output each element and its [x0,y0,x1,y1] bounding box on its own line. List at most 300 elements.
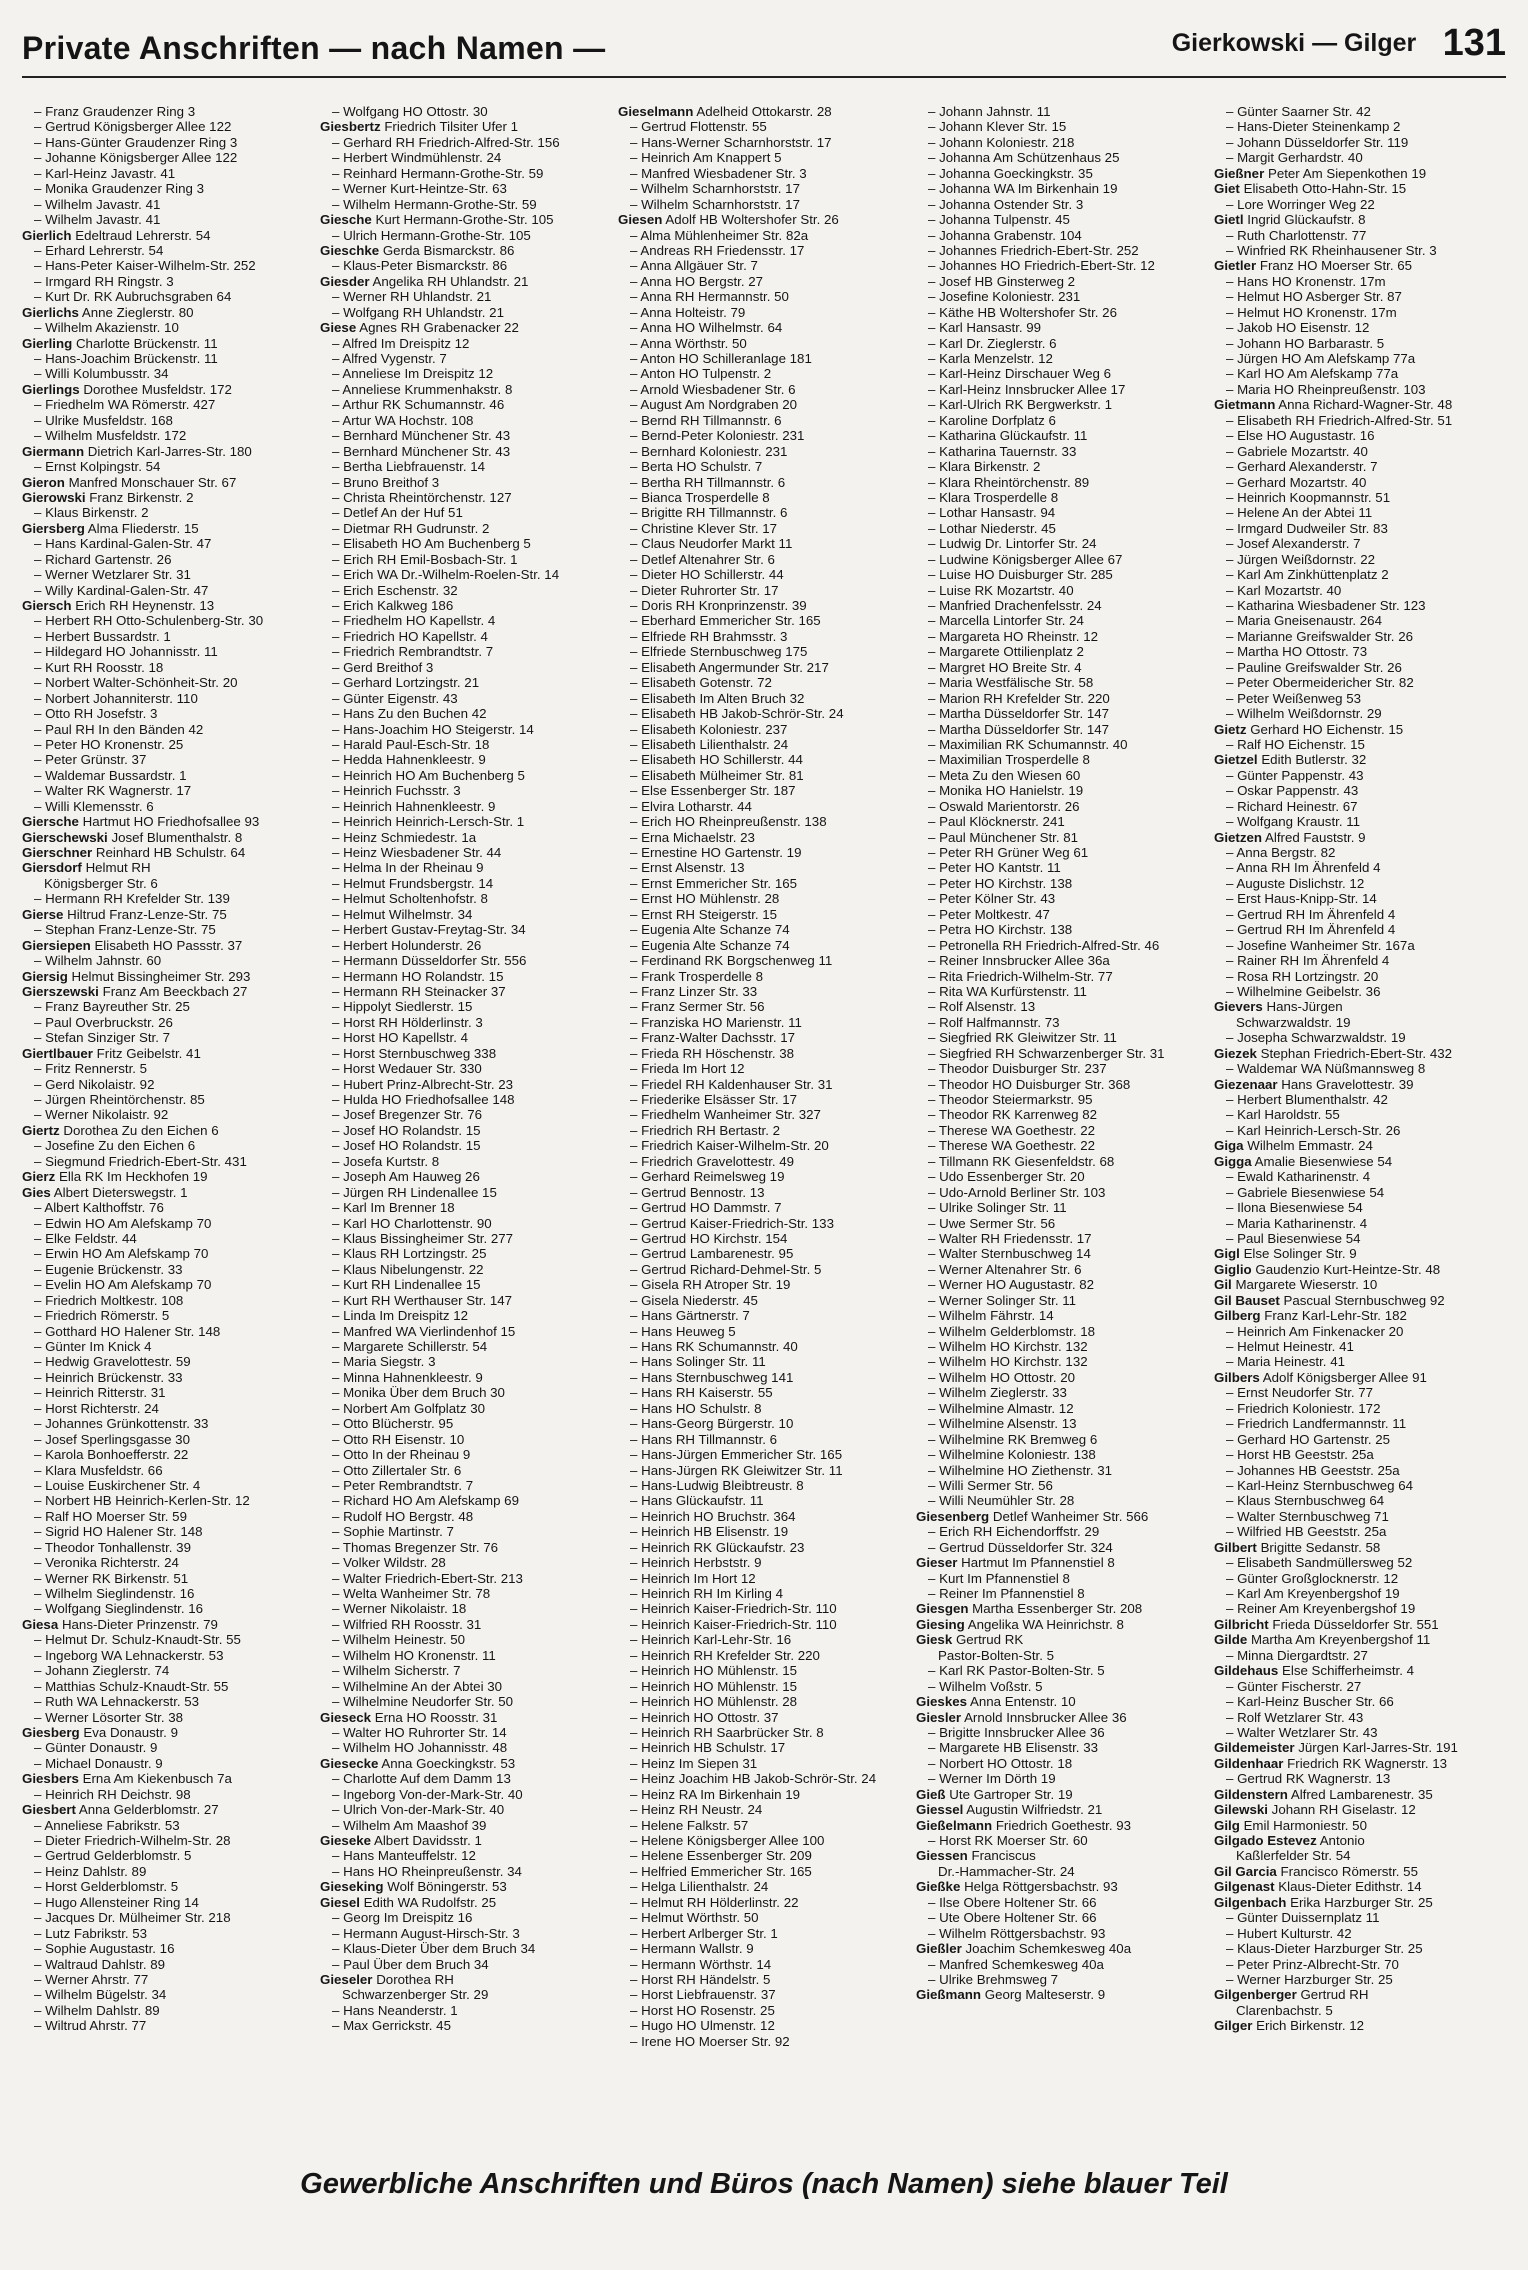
given-name-entry: – Heinrich HO Am Buchenberg 5 [332,767,525,783]
given-name-entry: – Werner Nikolaistr. 92 [34,1107,169,1123]
given-name-entry: – Josepha Schwarzwaldstr. 19 [1226,1030,1406,1046]
surname: Gilberg [1214,1308,1261,1324]
given-name-entry: – Gisela Niederstr. 45 [630,1292,758,1308]
given-name-entry: – Kurt RH Lindenallee 15 [332,1277,481,1293]
given-name-entry: – Werner RK Birkenstr. 51 [34,1570,189,1586]
surname: Giessel [916,1802,964,1818]
entry-continuation: Königsberger Str. 6 [44,875,158,891]
given-name-entry: – Werner Im Dörth 19 [928,1771,1056,1787]
given-name-entry: – Paul Münchener Str. 81 [928,829,1079,845]
entry-details: Franz Am Beeckbach 27 [102,983,248,999]
surname: Gigga [1214,1153,1252,1169]
given-name-entry: – Wilhelm Scharnhorststr. 17 [630,181,800,197]
given-name-entry: – Elisabeth Gotenstr. 72 [630,675,772,691]
given-name-entry: – Helmut HO Kronenstr. 17m [1226,304,1397,320]
given-name-entry: – Johann Jahnstr. 11 [928,104,1051,119]
given-name-entry: – Anna RH Hermannstr. 50 [630,289,789,305]
entry-details: Albert Davidsstr. 1 [373,1833,482,1848]
given-name-entry: – Maria HO Rheinpreußenstr. 103 [1226,381,1426,397]
surname-entry [320,320,602,335]
entry-details: Erna Am Kiekenbusch 7a [82,1771,232,1787]
entry-details: Ingrid Glückaufstr. 8 [1247,212,1366,228]
given-name-entry: – Peter Kölner Str. 43 [928,891,1056,907]
surname: Gietl [1214,212,1244,228]
given-name-entry: – Norbert Am Golfplatz 30 [332,1400,485,1416]
entry-details: Hans-Dieter Prinzenstr. 79 [61,1616,218,1632]
given-name-entry: – Walter Sternbuschweg 71 [1226,1508,1389,1524]
given-name-entry: – Gisela RH Atroper Str. 19 [630,1277,791,1293]
surname: Gietler [1214,258,1257,274]
given-name-entry: – Heinrich Kaiser-Friedrich-Str. 110 [630,1601,837,1617]
given-name-entry: – Erwin HO Am Alefskamp 70 [34,1246,209,1262]
entry-details: Pascual Sternbuschweg 92 [1283,1292,1445,1308]
given-name-entry: – Bruno Breithof 3 [332,474,440,490]
footer-note: Gewerbliche Anschriften und Büros (nach Namen) siehe blauer Teil [300,2168,1228,2200]
surname-entry [1214,1632,1496,1647]
entry-details: Alma Fliederstr. 15 [87,520,199,536]
given-name-entry: – Maria Katharinenstr. 4 [1226,1215,1368,1231]
given-name-entry: – Harald Paul-Esch-Str. 18 [332,736,490,752]
given-name-entry: – Hans-Dieter Steinenkamp 2 [1226,119,1401,135]
given-name-entry: – Otto RH Eisenstr. 10 [332,1431,465,1447]
header-rule [22,76,1506,78]
given-name-entry: – Karl Heinrich-Lersch-Str. 26 [1226,1122,1401,1138]
given-name-entry: – Eugenia Alte Schanze 74 [630,922,790,938]
surname: Gieschke [320,242,380,258]
given-name-entry: – Gertrud RH Im Ährenfeld 4 [1226,922,1396,938]
given-name-entry: – Walter Friedrich-Ebert-Str. 213 [332,1570,523,1586]
entry-details: Wilhelm Emmastr. 24 [1247,1138,1373,1154]
given-name-entry: – Elisabeth HO Schillerstr. 44 [630,752,803,768]
given-name-entry: – Wolfgang HO Ottostr. 30 [332,104,488,119]
given-name-entry: – Peter HO Kirchstr. 138 [928,875,1073,891]
entry-continuation: Schwarzwaldstr. 19 [1236,1014,1351,1030]
surname: Gieseck [320,1709,372,1725]
entry-details: Franciscus [971,1848,1036,1864]
surname: Giersiepen [22,937,91,953]
given-name-entry: – Waldemar WA Nüßmannsweg 8 [1226,1061,1426,1077]
given-name-entry: – Werner Kurt-Heintze-Str. 63 [332,181,507,197]
given-name-entry: – Gertrud Düsseldorfer Str. 324 [928,1539,1113,1555]
given-name-entry: – Claus Neudorfer Markt 11 [630,536,793,552]
given-name-entry: – Gerhard HO Gartenstr. 25 [1226,1431,1391,1447]
entry-details: Manfred Monschauer Str. 67 [68,474,237,490]
surname-entry [320,243,602,258]
given-name-entry: – Ludwine Königsberger Allee 67 [928,551,1123,567]
given-name-entry: – Martha Düsseldorfer Str. 147 [928,721,1110,737]
given-name-entry: – Stephan Franz-Lenze-Str. 75 [34,922,216,938]
entry-details: Agnes RH Grabenacker 22 [359,320,519,336]
given-name-entry: – Günter Großglocknerstr. 12 [1226,1570,1399,1586]
given-name-entry: – Maria Heinestr. 41 [1226,1354,1345,1370]
surname-entry [1214,258,1496,273]
surname-entry [1214,1895,1496,1910]
given-name-entry: – Frieda Im Hort 12 [630,1061,745,1077]
entry-details: Erich RH Heynenstr. 13 [75,598,215,613]
given-name-entry: – Karla Menzelstr. 12 [928,351,1053,366]
page-range-and-number [1172,22,1506,65]
surname: Gieseke [320,1833,372,1848]
given-name-entry: – Werner Solinger Str. 11 [928,1292,1077,1308]
given-name-entry: – Ilse Obere Holtener Str. 66 [928,1894,1097,1910]
surname-entry [22,860,304,875]
given-name-entry: – Hans-Jürgen RK Gleiwitzer Str. 11 [630,1462,843,1478]
given-name-entry: – Günter Pappenstr. 43 [1226,767,1364,783]
given-name-entry: – Josefine Zu den Eichen 6 [34,1138,196,1154]
surname: Gierowski [22,489,86,505]
given-name-entry: – Maria Gneisenaustr. 264 [1226,613,1382,629]
given-name-entry: – Heinz RH Neustr. 24 [630,1802,763,1818]
given-name-entry: – Erich Eschenstr. 32 [332,582,458,598]
given-name-entry: – Anna HO Wilhelmstr. 64 [630,320,783,336]
given-name-entry: – Manfred WA Vierlindenhof 15 [332,1323,516,1339]
given-name-entry: – Elfriede Sternbuschweg 175 [630,644,808,660]
entry-details: Joachim Schemkesweg 40a [965,1941,1132,1957]
given-name-entry: – Gerhard Mozartstr. 40 [1226,474,1367,490]
surname-entry [22,521,304,536]
surname: Gildemeister [1214,1740,1295,1756]
surname: Giga [1214,1138,1244,1154]
given-name-entry: – Wilhelm Hermann-Grothe-Str. 59 [332,196,537,212]
given-name-entry: – Matthias Schulz-Knaudt-Str. 55 [34,1678,229,1694]
given-name-entry: – Werner Lösorter Str. 38 [34,1709,184,1725]
entry-details: Angelika RH Uhlandstr. 21 [372,273,529,289]
given-name-entry: – Johanna Tulpenstr. 45 [928,212,1070,228]
given-name-entry: – Friederike Elsässer Str. 17 [630,1092,798,1107]
given-name-entry: – Otto Zillertaler Str. 6 [332,1462,462,1478]
given-name-entry: – Heinz Joachim HB Jakob-Schrör-Str. 24 [630,1771,877,1787]
given-name-entry: – Hubert Kulturstr. 42 [1226,1925,1352,1941]
given-name-entry: – Reinhard Hermann-Grothe-Str. 59 [332,165,544,181]
given-name-entry: – Karl Dr. Zieglerstr. 6 [928,335,1057,351]
given-name-entry: – Hedwig Gravelottestr. 59 [34,1354,191,1370]
surname: Giesecke [320,1755,379,1771]
given-name-entry: – Katharina Wiesbadener Str. 123 [1226,598,1426,613]
surname-entry [1214,752,1496,767]
given-name-entry: – Peter Prinz-Albrecht-Str. 70 [1226,1956,1399,1972]
given-name-entry: – Heinz RA Im Birkenhain 19 [630,1786,800,1802]
given-name-entry: – Walter RH Friedensstr. 17 [928,1230,1092,1246]
given-name-entry: – Arthur RK Schumannstr. 46 [332,397,505,413]
surname: Gilbers [1214,1369,1260,1385]
surname-entry [1214,1617,1496,1632]
given-name-entry: – Anna Wörthstr. 50 [630,335,747,351]
given-name-entry: – Hermann RH Krefelder Str. 139 [34,891,230,907]
entry-details: Augustin Wilfriedstr. 21 [966,1802,1103,1818]
given-name-entry: – Ingeborg WA Lehnackerstr. 53 [34,1647,224,1663]
given-name-entry: – Klaus Bissingheimer Str. 277 [332,1230,514,1246]
given-name-entry: – Johanna Grabenstr. 104 [928,227,1082,243]
given-name-entry: – Albert Kalthoffstr. 76 [34,1200,164,1216]
entry-details: Ella RK Im Heckhofen 19 [58,1169,208,1185]
given-name-entry: – Hans-Joachim HO Steigerstr. 14 [332,721,534,737]
given-name-entry: – Luise HO Duisburger Str. 285 [928,567,1113,583]
given-name-entry: – Kurt Dr. RK Aubruchsgraben 64 [34,289,232,305]
given-name-entry: – Norbert Johanniterstr. 110 [34,690,198,706]
given-name-entry: – Anneliese Krummenhakstr. 8 [332,381,513,397]
given-name-entry: – Klara Rheintörchenstr. 89 [928,474,1090,490]
entry-continuation: Clarenbachstr. 5 [1236,2002,1333,2018]
surname: Giesbers [22,1771,79,1787]
directory-columns [22,104,1510,2134]
given-name-entry: – Heinrich Fuchsstr. 3 [332,783,461,799]
surname: Giesel [320,1894,360,1910]
entry-details: Antonio [1319,1833,1365,1848]
entry-details: Erich Birkenstr. 12 [1256,2018,1365,2034]
surname-entry [1214,1756,1496,1771]
given-name-entry: – Karl-Heinz Javastr. 41 [34,165,176,181]
surname-entry [1214,1262,1496,1277]
given-name-entry: – Klaus RH Lortzingstr. 25 [332,1246,487,1262]
entry-details: Albert Dieterswegstr. 1 [53,1184,188,1200]
given-name-entry: – Wilhelm Voßstr. 5 [928,1678,1043,1694]
given-name-entry: – Ulrike Brehmsweg 7 [928,1971,1059,1987]
given-name-entry: – Heinrich HO Mühlenstr. 15 [630,1678,798,1694]
surname-entry [22,598,304,613]
surname-entry [1214,1308,1496,1323]
given-name-entry: – Wilhelm Bügelstr. 34 [34,1987,167,2003]
surname: Giglio [1214,1261,1252,1277]
surname: Gilger [1214,2018,1253,2034]
given-name-entry: – Anna Allgäuer Str. 7 [630,258,758,274]
surname-entry [916,1818,1198,1833]
given-name-entry: – Friedel RH Kaldenhauser Str. 31 [630,1076,833,1092]
surname: Giersdorf [22,860,82,876]
surname: Giese [320,320,357,336]
directory-column-4 [916,104,1198,2134]
surname-entry [1214,999,1496,1014]
entry-details: Dietrich Karl-Jarres-Str. 180 [87,443,252,459]
given-name-entry: – Walter Wetzlarer Str. 43 [1226,1724,1378,1740]
entry-details: Gertrud RH [1300,1987,1369,2003]
given-name-entry: – Peter RH Grüner Weg 61 [928,845,1089,860]
given-name-entry: – Hugo Allensteiner Ring 14 [34,1894,199,1910]
given-name-entry: – Heinrich HO Bruchstr. 364 [630,1508,796,1524]
given-name-entry: – Heinrich HB Elisenstr. 19 [630,1524,789,1540]
given-name-entry: – August Am Nordgraben 20 [630,397,798,413]
surname-entry [22,1123,304,1138]
given-name-entry: – Dieter Friedrich-Wilhelm-Str. 28 [34,1833,231,1848]
given-name-entry: – Manfred Wiesbadener Str. 3 [630,165,807,181]
entry-details: Helga Röttgersbachstr. 93 [964,1879,1118,1895]
given-name-entry: – Wilhelm HO Ottostr. 20 [928,1369,1076,1385]
given-name-entry: – Klaus-Peter Bismarckstr. 86 [332,258,508,274]
given-name-entry: – Heinz Dahlstr. 89 [34,1863,147,1879]
given-name-entry: – Petronella RH Friedrich-Alfred-Str. 46 [928,937,1160,953]
surname-entry [1214,1663,1496,1678]
given-name-entry: – Wilhelm HO Johannisstr. 48 [332,1740,508,1756]
given-name-entry: – Paul Overbruckstr. 26 [34,1014,173,1030]
given-name-entry: – Josefa Kurtstr. 8 [332,1153,440,1169]
surname-entry [1214,1864,1496,1879]
surname: Gies [22,1184,51,1200]
given-name-entry: – Werner Ahrstr. 77 [34,1971,149,1987]
given-name-entry: – Erich Kalkweg 186 [332,598,454,613]
given-name-entry: – Bernd RH Tillmannstr. 6 [630,412,782,428]
given-name-entry: – Volker Wildstr. 28 [332,1555,446,1571]
entry-details: Adolf Königsberger Allee 91 [1262,1369,1427,1385]
given-name-entry: – Peter Grünstr. 37 [34,752,147,768]
given-name-entry: – Johanna WA Im Birkenhain 19 [928,181,1118,197]
entry-details: Anna Richard-Wagner-Str. 48 [1278,397,1453,413]
given-name-entry: – Oswald Marientorstr. 26 [928,798,1080,814]
surname: Giessen [916,1848,968,1864]
given-name-entry: – Wilhelm Heinestr. 50 [332,1632,466,1648]
page-number: 131 [1442,22,1506,64]
given-name-entry: – Anneliese Im Dreispitz 12 [332,366,494,382]
given-name-entry: – Theodor Duisburger Str. 237 [928,1061,1107,1077]
given-name-entry: – Waltraud Dahlstr. 89 [34,1956,166,1972]
surname-entry [1214,1046,1496,1061]
given-name-entry: – Gabriele Mozartstr. 40 [1226,443,1368,459]
given-name-entry: – Johann HO Barbarastr. 5 [1226,335,1385,351]
given-name-entry: – Hubert Prinz-Albrecht-Str. 23 [332,1076,514,1092]
given-name-entry: – Erich RH Eichendorffstr. 29 [928,1524,1100,1540]
given-name-entry: – Karl Am Kreyenbergshof 19 [1226,1586,1400,1601]
entry-details: Anna Goeckingkstr. 53 [381,1755,516,1771]
given-name-entry: – Eberhard Emmericher Str. 165 [630,613,821,629]
given-name-entry: – Ulrike Solinger Str. 11 [928,1200,1067,1216]
surname-entry [1214,181,1496,196]
surname: Gierlings [22,381,80,397]
given-name-entry: – Helfried Emmericher Str. 165 [630,1863,812,1879]
given-name-entry: – Ferdinand RK Borgschenweg 11 [630,953,833,969]
surname-entry [22,907,304,922]
given-name-entry: – Ernst Emmericher Str. 165 [630,875,798,891]
given-name-entry: – Max Gerrickstr. 45 [332,2018,451,2034]
given-name-entry: – Otto In der Rheinau 9 [332,1447,471,1463]
given-name-entry: – Reiner Innsbrucker Allee 36a [928,953,1110,969]
surname: Giesbert [22,1802,76,1818]
given-name-entry: – Wilhelm Musfeldstr. 172 [34,428,187,444]
given-name-entry: – Wilhelm Weißdornstr. 29 [1226,706,1382,722]
given-name-entry: – Welta Wanheimer Str. 78 [332,1586,491,1601]
surname: Gildenstern [1214,1786,1288,1802]
given-name-entry: – Margarete HB Elisenstr. 33 [928,1740,1098,1756]
given-name-entry: – Hulda HO Friedhofsallee 148 [332,1092,515,1107]
entry-details: Else Schifferheimstr. 4 [1282,1663,1415,1679]
given-name-entry: – Hedda Hahnenkleestr. 9 [332,752,486,768]
entry-details: Dorothea RH [376,1971,454,1987]
given-name-entry: – Wilhelmine Neudorfer Str. 50 [332,1694,514,1710]
given-name-entry: – Helga Lilienthalstr. 24 [630,1879,769,1895]
surname: Gieseking [320,1879,384,1895]
surname: Giersche [22,814,79,830]
given-name-entry: – Herbert Gustav-Freytag-Str. 34 [332,922,526,938]
surname-entry [1214,1154,1496,1169]
entry-details: Anna Gelderblomstr. 27 [78,1802,219,1818]
entry-details: Brigitte Sedanstr. 58 [1260,1539,1381,1555]
given-name-entry: – Norbert HB Heinrich-Kerlen-Str. 12 [34,1493,250,1509]
given-name-entry: – Gertrud Königsberger Allee 122 [34,119,232,135]
entry-details: Hiltrud Franz-Lenze-Str. 75 [67,906,227,922]
given-name-entry: – Wilhelm HO Kirchstr. 132 [928,1339,1088,1354]
given-name-entry: – Kurt RH Roosstr. 18 [34,659,164,675]
given-name-entry: – Wilfried RH Roosstr. 31 [332,1616,482,1632]
surname-entry [320,1879,602,1894]
given-name-entry: – Elisabeth Sandmüllersweg 52 [1226,1555,1413,1571]
given-name-entry: – Karoline Dorfplatz 6 [928,412,1056,428]
surname: Gilbert [1214,1539,1257,1555]
given-name-entry: – Gertrud Bennostr. 13 [630,1184,765,1200]
given-name-entry: – Franz Sermer Str. 56 [630,999,765,1015]
entry-details: Friedrich Tilsiter Ufer 1 [384,119,519,135]
surname: Giersberg [22,520,85,536]
surname: Gießke [916,1879,961,1895]
given-name-entry: – Evelin HO Am Alefskamp 70 [34,1277,212,1293]
surname-entry [916,1848,1198,1863]
entry-continuation: Dr.-Hammacher-Str. 24 [938,1863,1075,1879]
given-name-entry: – Jürgen Rheintörchenstr. 85 [34,1092,205,1107]
given-name-entry: – Erich HO Rheinpreußenstr. 138 [630,814,827,830]
given-name-entry: – Hans-Günter Graudenzer Ring 3 [34,134,238,150]
given-name-entry: – Richard Gartenstr. 26 [34,551,172,567]
surname: Gildehaus [1214,1663,1279,1679]
given-name-entry: – Heinrich RH Saarbrücker Str. 8 [630,1724,824,1740]
given-name-entry: – Maria Siegstr. 3 [332,1354,436,1370]
given-name-entry: – Gotthard HO Halener Str. 148 [34,1323,221,1339]
given-name-entry: – Günter Im Knick 4 [34,1339,152,1354]
given-name-entry: – Rolf Halfmannstr. 73 [928,1014,1060,1030]
given-name-entry: – Theodor HO Duisburger Str. 368 [928,1076,1131,1092]
given-name-entry: – Johannes Friedrich-Ebert-Str. 252 [928,242,1139,258]
given-name-entry: – Hans Heuweg 5 [630,1323,736,1339]
surname: Gilbricht [1214,1616,1269,1632]
given-name-entry: – Werner HO Augustastr. 82 [928,1277,1095,1293]
given-name-entry: – Wilhelm Fährstr. 14 [928,1308,1054,1324]
surname-entry [22,969,304,984]
surname: Giersig [22,968,68,984]
surname: Giesen [618,212,663,228]
given-name-entry: – Ulrike Musfeldstr. 168 [34,412,173,428]
given-name-entry: – Johannes Grünkottenstr. 33 [34,1416,209,1432]
given-name-entry: – Anna RH Im Ährenfeld 4 [1226,860,1381,876]
entry-details: Stephan Friedrich-Ebert-Str. 432 [1260,1045,1452,1061]
given-name-entry: – Horst Sternbuschweg 338 [332,1045,497,1061]
given-name-entry: – Petra HO Kirchstr. 138 [928,922,1073,938]
given-name-entry: – Horst HO Kapellstr. 4 [332,1030,468,1046]
surname-entry [22,938,304,953]
given-name-entry: – Josef Alexanderstr. 7 [1226,536,1361,552]
given-name-entry: – Elke Feldstr. 44 [34,1230,137,1246]
surname-entry [320,1895,602,1910]
surname-entry [22,1771,304,1786]
surname: Gieskes [916,1694,968,1710]
surname-entry [916,1694,1198,1709]
entry-details: Dorothee Musfeldstr. 172 [83,381,232,397]
given-name-entry: – Wilhelm Gelderblomstr. 18 [928,1323,1096,1339]
surname-entry [1214,1540,1496,1555]
surname: Gil Bauset [1214,1292,1280,1308]
given-name-entry: – Günter Duissernplatz 11 [1226,1910,1380,1926]
given-name-entry: – Karl Am Zinkhüttenplatz 2 [1226,567,1389,583]
surname-entry [618,212,900,227]
given-name-entry: – Sophie Martinstr. 7 [332,1524,454,1540]
surname: Gilde [1214,1632,1248,1648]
given-name-entry: – Elisabeth HB Jakob-Schrör-Str. 24 [630,706,844,722]
surname-entry [22,1185,304,1200]
given-name-entry: – Rudolf HO Bergstr. 48 [332,1508,474,1524]
given-name-entry: – Hans-Joachim Brückenstr. 11 [34,351,218,366]
given-name-entry: – Karl-Heinz Buscher Str. 66 [1226,1694,1394,1710]
given-name-entry: – Heinrich Brückenstr. 33 [34,1369,183,1385]
given-name-entry: – Jakob HO Eisenstr. 12 [1226,320,1370,336]
entry-details: Jürgen Karl-Jarres-Str. 191 [1298,1740,1458,1756]
given-name-entry: – Gerhard Alexanderstr. 7 [1226,459,1378,475]
given-name-entry: – Otto RH Josefstr. 3 [34,706,158,722]
given-name-entry: – Rainer RH Im Ährenfeld 4 [1226,953,1390,969]
given-name-entry: – Irene HO Moerser Str. 92 [630,2033,790,2049]
